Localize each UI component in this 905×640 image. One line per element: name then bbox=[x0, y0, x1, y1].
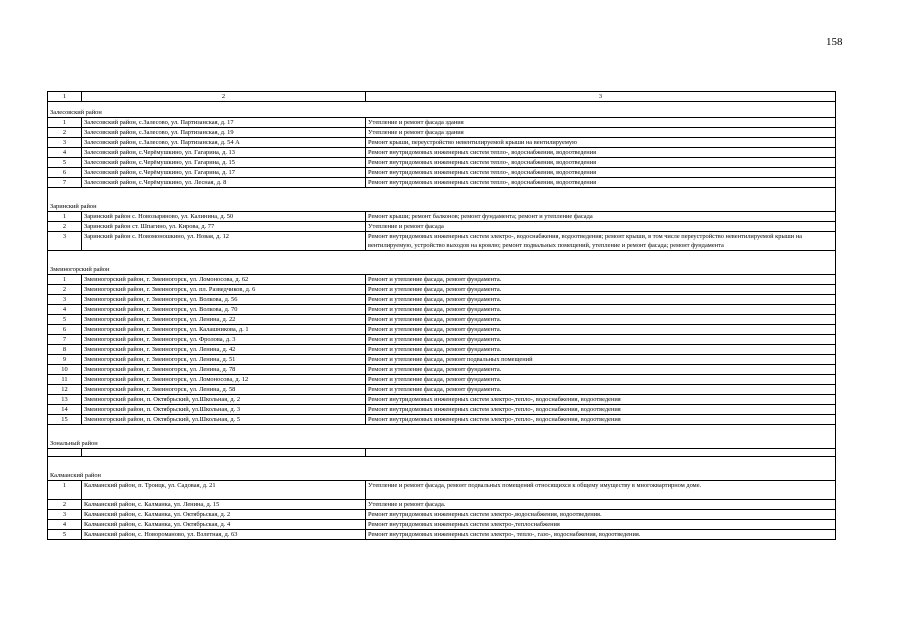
address-cell: Змеиногорский район, г. Змеиногорск, ул. Фролова, д. 3 bbox=[82, 335, 366, 345]
row-number: 3 bbox=[48, 232, 82, 251]
row-number: 7 bbox=[48, 178, 82, 188]
address-cell: Змеиногорский район, г. Змеиногорск, ул. пл. Разведчиков, д. 6 bbox=[82, 285, 366, 295]
district-header-row bbox=[48, 457, 836, 481]
row-number: 6 bbox=[48, 325, 82, 335]
table-row bbox=[48, 520, 836, 530]
table-row bbox=[48, 158, 836, 168]
table-row bbox=[48, 178, 836, 188]
work-cell: Ремонт внутридомовых инженерных систем тепло-, водоснабжения, водоотведения bbox=[366, 148, 836, 158]
address-cell: Змеиногорский район, г. Змеиногорск, ул. Ломоносова, д. 12 bbox=[82, 375, 366, 385]
row-number: 15 bbox=[48, 415, 82, 425]
row-number: 10 bbox=[48, 365, 82, 375]
work-cell: Утепление и ремонт фасада здания bbox=[366, 128, 836, 138]
row-number: 6 bbox=[48, 168, 82, 178]
table-row bbox=[48, 355, 836, 365]
address-cell: Залесовский район, с.Черёмушкино, ул. Лесная, д. 8 bbox=[82, 178, 366, 188]
empty-row bbox=[48, 449, 836, 457]
row-number: 5 bbox=[48, 158, 82, 168]
district-name: Залесовский район bbox=[48, 102, 836, 118]
repair-program-table bbox=[47, 91, 836, 540]
address-cell: Заринский район с. Новозыряново, ул. Калинина, д. 50 bbox=[82, 212, 366, 222]
empty-cell bbox=[82, 449, 366, 457]
work-cell: Ремонт внутридомовых инженерных систем электро-, водоснабжения, водоотведения; ремонт крыши, в том числе переустройство невентилируемой крыши на вентилируемую, устройство выходов на кровлю; ремонт подвальных помещений, утепление и ремонт фасада; ремонт фундамента bbox=[366, 232, 836, 251]
work-cell: Ремонт и утепление фасада, ремонт фундамента. bbox=[366, 365, 836, 375]
address-cell: Змеиногорский район, п. Октябрьский, ул.Школьная, д. 2 bbox=[82, 395, 366, 405]
work-cell: Ремонт и утепление фасада, ремонт фундамента. bbox=[366, 295, 836, 305]
table-row bbox=[48, 415, 836, 425]
table-row bbox=[48, 275, 836, 285]
address-cell: Калманский район, с. Новороманово, ул. Взлетная, д. 63 bbox=[82, 530, 366, 540]
address-cell: Змеиногорский район, п. Октябрьский, ул.Школьная, д. 5 bbox=[82, 415, 366, 425]
work-cell: Ремонт и утепление фасада, ремонт фундамента. bbox=[366, 385, 836, 395]
address-cell: Залесовский район, с.Залесово, ул. Партизанская, д. 19 bbox=[82, 128, 366, 138]
row-number: 3 bbox=[48, 138, 82, 148]
address-cell: Змеиногорский район, г. Змеиногорск, ул. Ленина, д. 78 bbox=[82, 365, 366, 375]
address-cell: Змеиногорский район, г. Змеиногорск, ул. Ленина, д. 51 bbox=[82, 355, 366, 365]
row-number: 2 bbox=[48, 128, 82, 138]
table-row bbox=[48, 405, 836, 415]
table-row bbox=[48, 285, 836, 295]
address-cell: Змеиногорский район, г. Змеиногорск, ул. Калашникова, д. 1 bbox=[82, 325, 366, 335]
table-row bbox=[48, 212, 836, 222]
work-cell: Ремонт и утепление фасада, ремонт фундамента. bbox=[366, 345, 836, 355]
row-number: 11 bbox=[48, 375, 82, 385]
address-cell: Калманский район, п. Троицк, ул. Садовая, д. 21 bbox=[82, 481, 366, 500]
district-name: Змеиногорский район bbox=[48, 251, 836, 275]
work-cell: Утепление и ремонт фасада, ремонт подвальных помещений относящихся к общему имуществу в многоквартирном доме. bbox=[366, 481, 836, 500]
address-cell: Заринский район с. Новомоношкино, ул. Новая, д. 12 bbox=[82, 232, 366, 251]
work-cell: Ремонт внутридомовых инженерных систем электро-,водоснабжения, водоотведения. bbox=[366, 510, 836, 520]
row-number: 1 bbox=[48, 275, 82, 285]
address-cell: Змеиногорский район, п. Октябрьский, ул.Школьная, д. 3 bbox=[82, 405, 366, 415]
address-cell: Змеиногорский район, г. Змеиногорск, ул. Волкова, д. 70 bbox=[82, 305, 366, 315]
address-cell: Залесовский район, с.Залесово, ул. Партизанская, д. 54 А bbox=[82, 138, 366, 148]
row-number: 7 bbox=[48, 335, 82, 345]
table-row bbox=[48, 481, 836, 500]
district-name: Зональный район bbox=[48, 425, 836, 449]
table-row bbox=[48, 385, 836, 395]
work-cell: Ремонт внутридомовых инженерных систем тепло-, водоснабжения, водоотведения bbox=[366, 178, 836, 188]
work-cell: Ремонт крыши, переустройство невентилируемой крыши на вентилируемую bbox=[366, 138, 836, 148]
address-cell: Калманский район, с. Калманка, ул. Октябрьская, д. 4 bbox=[82, 520, 366, 530]
address-cell: Змеиногорский район, г. Змеиногорск, ул. Ломоносова, д. 62 bbox=[82, 275, 366, 285]
header-cell-3: 3 bbox=[366, 92, 836, 102]
row-number: 1 bbox=[48, 118, 82, 128]
table-row bbox=[48, 148, 836, 158]
row-number: 4 bbox=[48, 148, 82, 158]
header-cell-1: 1 bbox=[48, 92, 82, 102]
work-cell: Ремонт внутридомовых инженерных систем тепло-, водоснабжения, водоотведения bbox=[366, 158, 836, 168]
table-row bbox=[48, 315, 836, 325]
table-header-row bbox=[48, 92, 836, 102]
empty-cell bbox=[48, 449, 82, 457]
table-row bbox=[48, 295, 836, 305]
table-row bbox=[48, 118, 836, 128]
address-cell: Змеиногорский район, г. Змеиногорск, ул. Волкова, д. 56 bbox=[82, 295, 366, 305]
table-row bbox=[48, 128, 836, 138]
row-number: 2 bbox=[48, 285, 82, 295]
district-header-row bbox=[48, 251, 836, 275]
page-number: 158 bbox=[826, 36, 843, 48]
row-number: 14 bbox=[48, 405, 82, 415]
table-row bbox=[48, 510, 836, 520]
work-cell: Ремонт и утепление фасада, ремонт фундамента. bbox=[366, 325, 836, 335]
work-cell: Ремонт внутридомовых инженерных систем электро-, тепло-, газо-, водоснабжения, водоотведения. bbox=[366, 530, 836, 540]
work-cell: Ремонт внутридомовых инженерных систем тепло-, водоснабжения, водоотведения bbox=[366, 168, 836, 178]
work-cell: Утепление и ремонт фасада. bbox=[366, 500, 836, 510]
table-row bbox=[48, 375, 836, 385]
table-body bbox=[48, 92, 836, 540]
work-cell: Утепление и ремонт фасада здания bbox=[366, 118, 836, 128]
district-name: Заринский район bbox=[48, 188, 836, 212]
table-row bbox=[48, 168, 836, 178]
table-row bbox=[48, 335, 836, 345]
row-number: 12 bbox=[48, 385, 82, 395]
work-cell: Ремонт внутридомовых инженерных систем электро-,тепло-, водоснабжения, водоотведения bbox=[366, 405, 836, 415]
table-row bbox=[48, 500, 836, 510]
address-cell: Залесовский район, с.Черёмушкино, ул. Гагарина, д. 13 bbox=[82, 148, 366, 158]
header-cell-2: 2 bbox=[82, 92, 366, 102]
district-header-row bbox=[48, 102, 836, 118]
table-row bbox=[48, 530, 836, 540]
row-number: 4 bbox=[48, 520, 82, 530]
table-row bbox=[48, 345, 836, 355]
work-cell: Ремонт и утепление фасада, ремонт фундамента. bbox=[366, 305, 836, 315]
row-number: 13 bbox=[48, 395, 82, 405]
table-row bbox=[48, 305, 836, 315]
work-cell: Ремонт крыши; ремонт балконов; ремонт фундамента; ремонт и утепление фасада bbox=[366, 212, 836, 222]
work-cell: Ремонт и утепление фасада, ремонт фундамента. bbox=[366, 315, 836, 325]
address-cell: Змеиногорский район, г. Змеиногорск, ул. Ленина, д. 42 bbox=[82, 345, 366, 355]
table-row bbox=[48, 222, 836, 232]
work-cell: Ремонт и утепление фасада, ремонт фундамента. bbox=[366, 275, 836, 285]
table-row bbox=[48, 232, 836, 251]
work-cell: Ремонт и утепление фасада, ремонт фундамента. bbox=[366, 335, 836, 345]
work-cell: Ремонт и утепление фасада, ремонт подвальных помещений bbox=[366, 355, 836, 365]
table-row bbox=[48, 138, 836, 148]
work-cell: Ремонт и утепление фасада, ремонт фундамента. bbox=[366, 375, 836, 385]
work-cell: Ремонт и утепление фасада, ремонт фундамента. bbox=[366, 285, 836, 295]
row-number: 3 bbox=[48, 510, 82, 520]
row-number: 1 bbox=[48, 481, 82, 500]
district-header-row bbox=[48, 188, 836, 212]
row-number: 2 bbox=[48, 500, 82, 510]
address-cell: Змеиногорский район, г. Змеиногорск, ул. Ленина, д. 58 bbox=[82, 385, 366, 395]
row-number: 8 bbox=[48, 345, 82, 355]
row-number: 3 bbox=[48, 295, 82, 305]
address-cell: Залесовский район, с.Черёмушкино, ул. Гагарина, д. 17 bbox=[82, 168, 366, 178]
row-number: 5 bbox=[48, 315, 82, 325]
empty-cell bbox=[366, 449, 836, 457]
row-number: 9 bbox=[48, 355, 82, 365]
row-number: 4 bbox=[48, 305, 82, 315]
row-number: 2 bbox=[48, 222, 82, 232]
work-cell: Ремонт внутридомовых инженерных систем электро-,тепло-, водоснабжения, водоотведения bbox=[366, 395, 836, 405]
row-number: 1 bbox=[48, 212, 82, 222]
address-cell: Калманский район, с. Калманка, ул. Ленина, д. 15 bbox=[82, 500, 366, 510]
address-cell: Залесовский район, с.Залесово, ул. Партизанская, д. 17 bbox=[82, 118, 366, 128]
address-cell: Змеиногорский район, г. Змеиногорск, ул. Ленина, д. 22 bbox=[82, 315, 366, 325]
work-cell: Ремонт внутридомовых инженерных систем электро-,теплоснабжения bbox=[366, 520, 836, 530]
district-header-row bbox=[48, 425, 836, 449]
district-name: Калманский район bbox=[48, 457, 836, 481]
address-cell: Заринский район ст. Шпагино, ул. Кирова, д. 77 bbox=[82, 222, 366, 232]
table-row bbox=[48, 325, 836, 335]
table-row bbox=[48, 395, 836, 405]
table-row bbox=[48, 365, 836, 375]
work-cell: Ремонт внутридомовых инженерных систем электро-,тепло-, водоснабжения, водоотведения bbox=[366, 415, 836, 425]
work-cell: Утепление и ремонт фасада bbox=[366, 222, 836, 232]
address-cell: Залесовский район, с.Черёмушкино, ул. Гагарина, д. 15 bbox=[82, 158, 366, 168]
address-cell: Калманский район, с. Калманка, ул. Октябрьская, д. 2 bbox=[82, 510, 366, 520]
row-number: 5 bbox=[48, 530, 82, 540]
